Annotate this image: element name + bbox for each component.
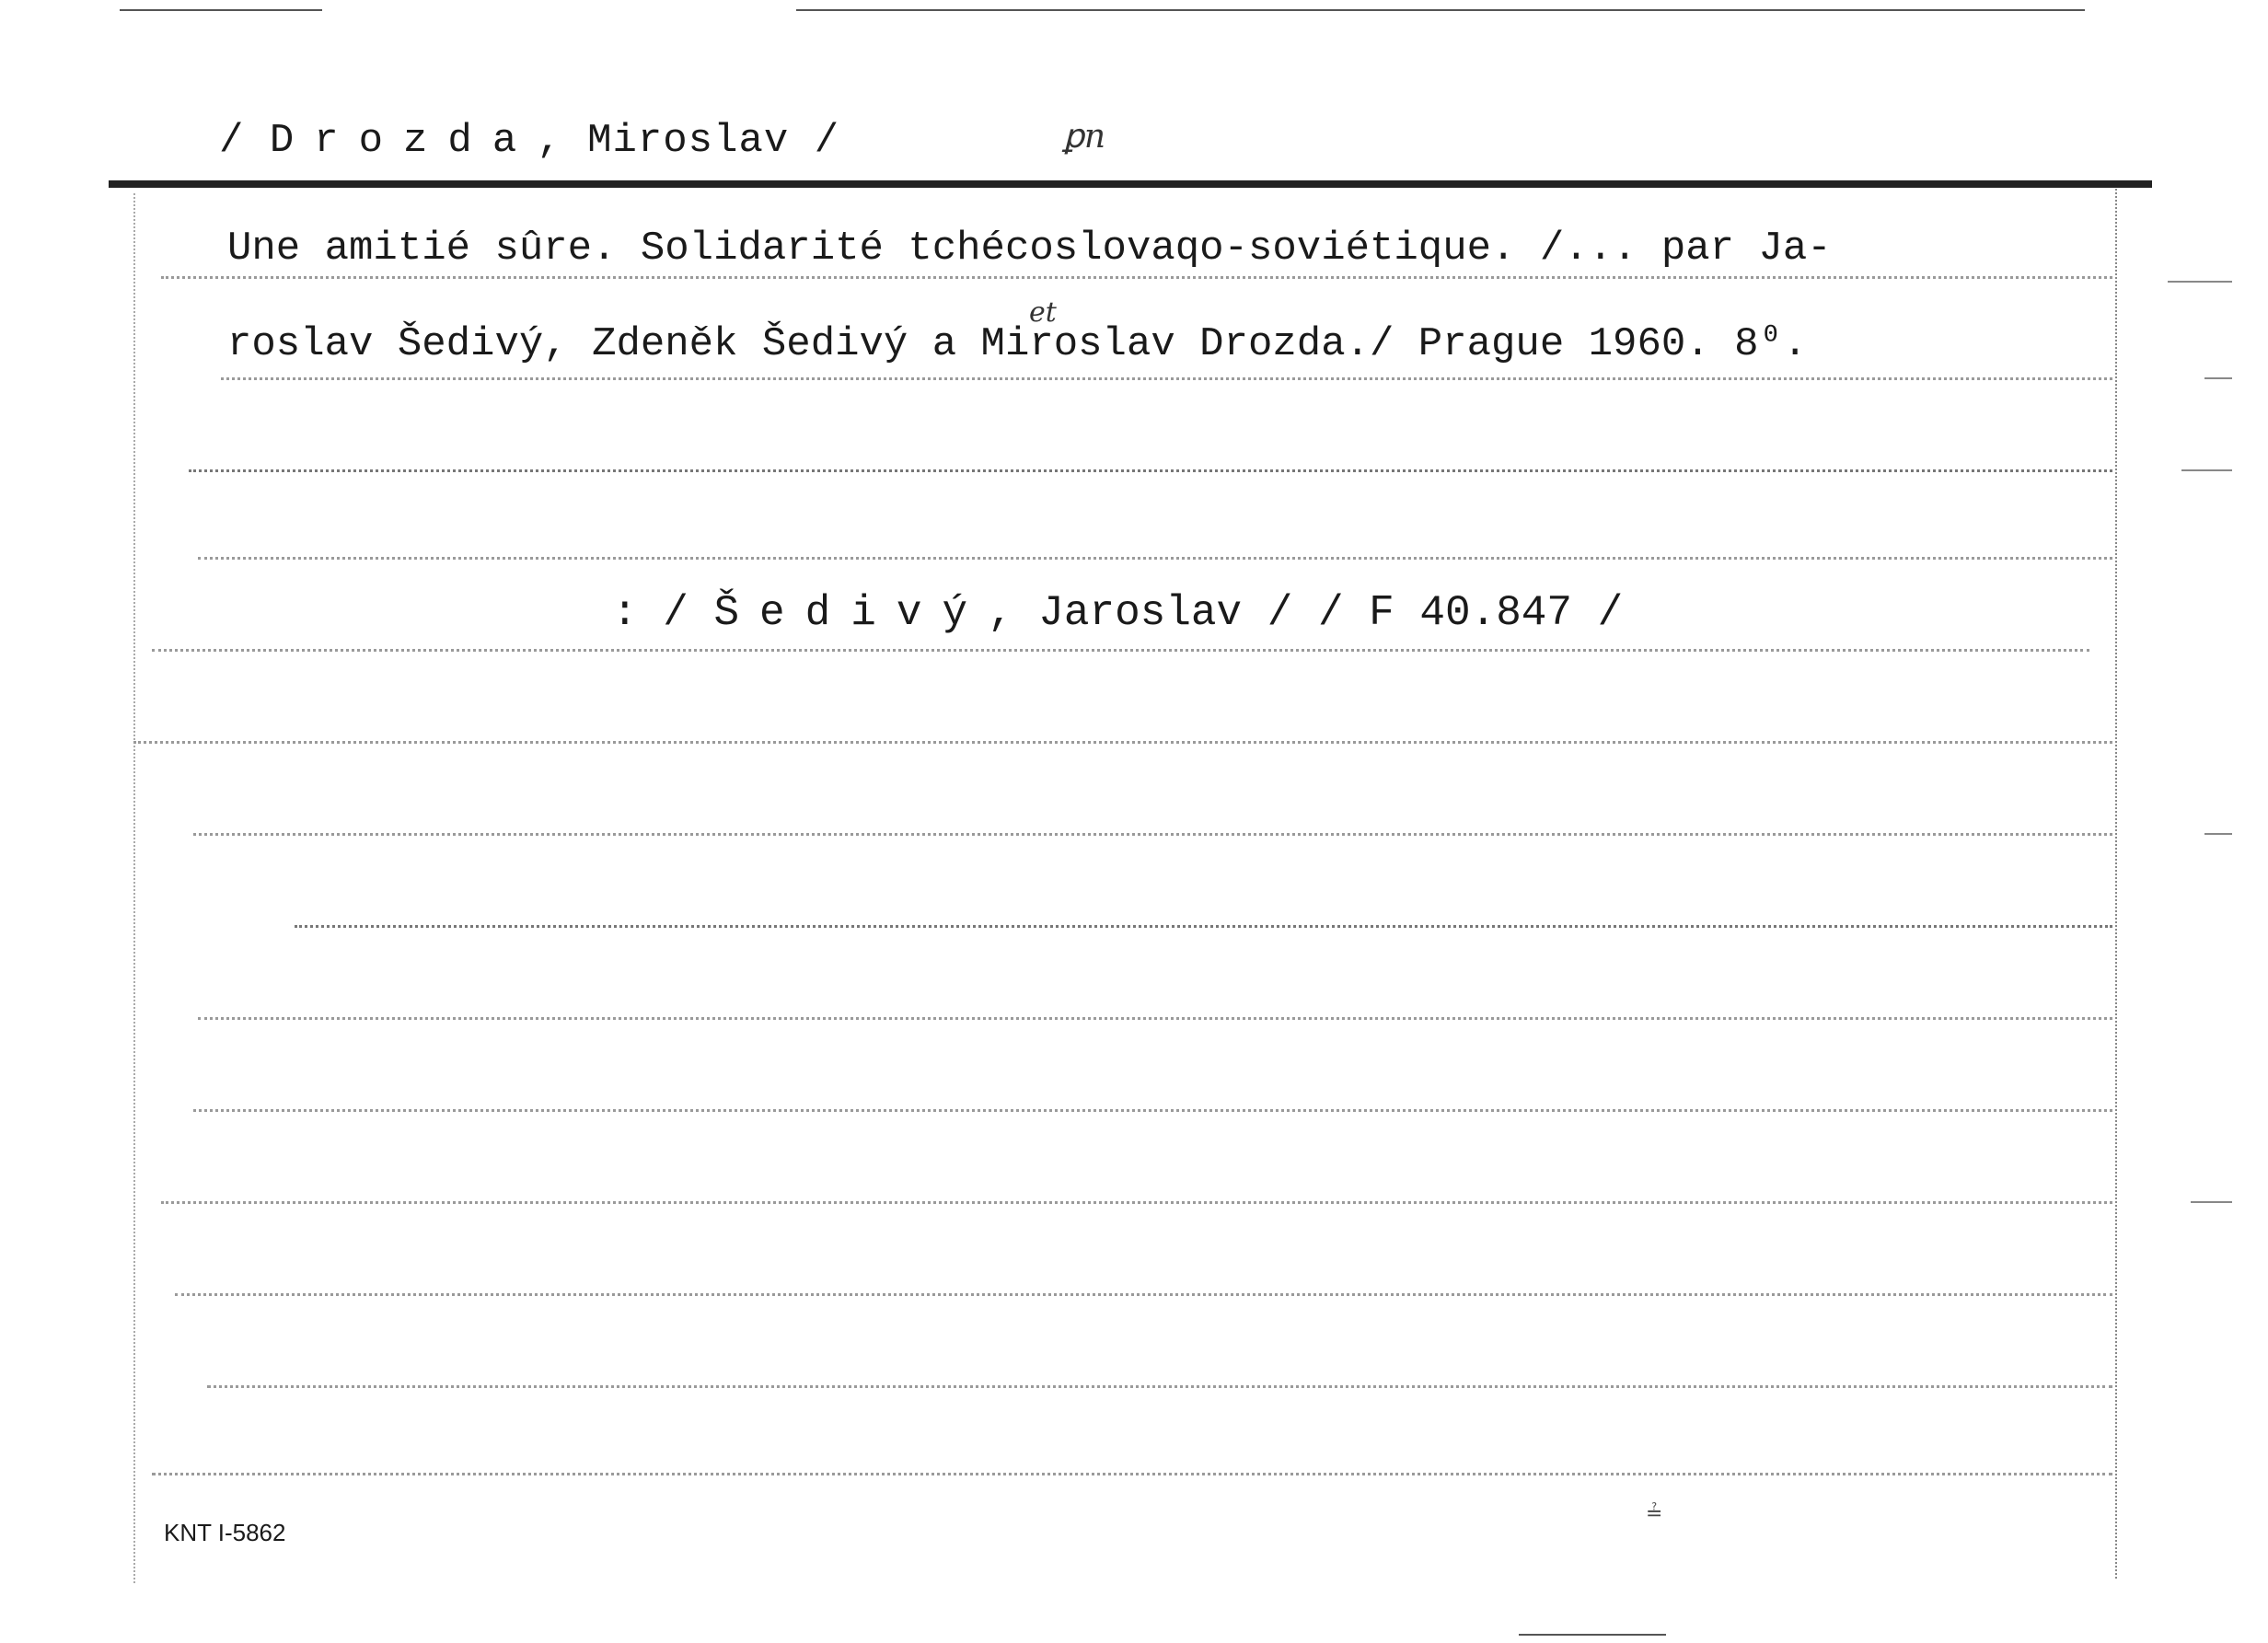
- margin-tick: [2204, 833, 2232, 835]
- added-entry-prefix: : /: [612, 589, 688, 637]
- added-entry-given-name: Jaroslav / /: [1038, 589, 1344, 637]
- ruled-line: [161, 276, 2112, 279]
- stamp-mark: ≟: [1646, 1502, 1663, 1525]
- ruled-line: [133, 741, 2112, 744]
- heading-surname: Drozda: [269, 118, 538, 164]
- ruled-line: [198, 1017, 2112, 1020]
- left-margin-rule: [133, 193, 137, 1583]
- margin-tick: [2181, 469, 2232, 471]
- ruled-line: [198, 557, 2112, 560]
- ruled-line: [193, 833, 2112, 836]
- ruled-line: [193, 1109, 2112, 1112]
- title-line-2: roslav Šedivý, Zdeněk Šedivý a Miroslav Drozda./ Prague 1960. 8⁰.: [227, 321, 1808, 367]
- added-entry-number: F 40.847 /: [1369, 589, 1624, 637]
- card-top-edge: [120, 9, 322, 11]
- handwritten-mark: ꝑn: [1063, 118, 1106, 156]
- heading-given-name: Miroslav: [587, 118, 790, 164]
- card-bottom-edge: [1519, 1634, 1666, 1636]
- margin-tick: [2204, 377, 2232, 379]
- added-entry-surname: Šedivý: [713, 589, 989, 637]
- ruled-line: [221, 377, 2112, 380]
- ruled-line: [207, 1385, 2112, 1388]
- ruled-line: [152, 1473, 2112, 1475]
- ruled-line: [295, 925, 2112, 928]
- shelfmark: KNT I-5862: [164, 1519, 286, 1546]
- added-entry-comma: ,: [988, 589, 1013, 637]
- right-margin-rule: [2115, 189, 2119, 1579]
- added-entry: [612, 589, 1623, 637]
- handwritten-correction: et: [1029, 296, 1057, 329]
- heading-author: [219, 118, 839, 164]
- margin-tick: [2168, 281, 2232, 283]
- margin-tick: [2191, 1201, 2232, 1203]
- heading-comma: ,: [537, 118, 562, 164]
- heading-open-slash: /: [219, 118, 245, 164]
- title-line-1: Une amitié sûre. Solidarité tchécoslovaqo-soviétique. /... par Ja-: [227, 226, 1832, 272]
- ruled-line: [152, 649, 2089, 652]
- card-top-edge: [796, 9, 2085, 11]
- ruled-line: [161, 1201, 2112, 1204]
- heading-rule: [109, 180, 2152, 188]
- heading-close-slash: /: [814, 118, 840, 164]
- ruled-line: [175, 1293, 2112, 1296]
- ruled-line: [189, 469, 2112, 472]
